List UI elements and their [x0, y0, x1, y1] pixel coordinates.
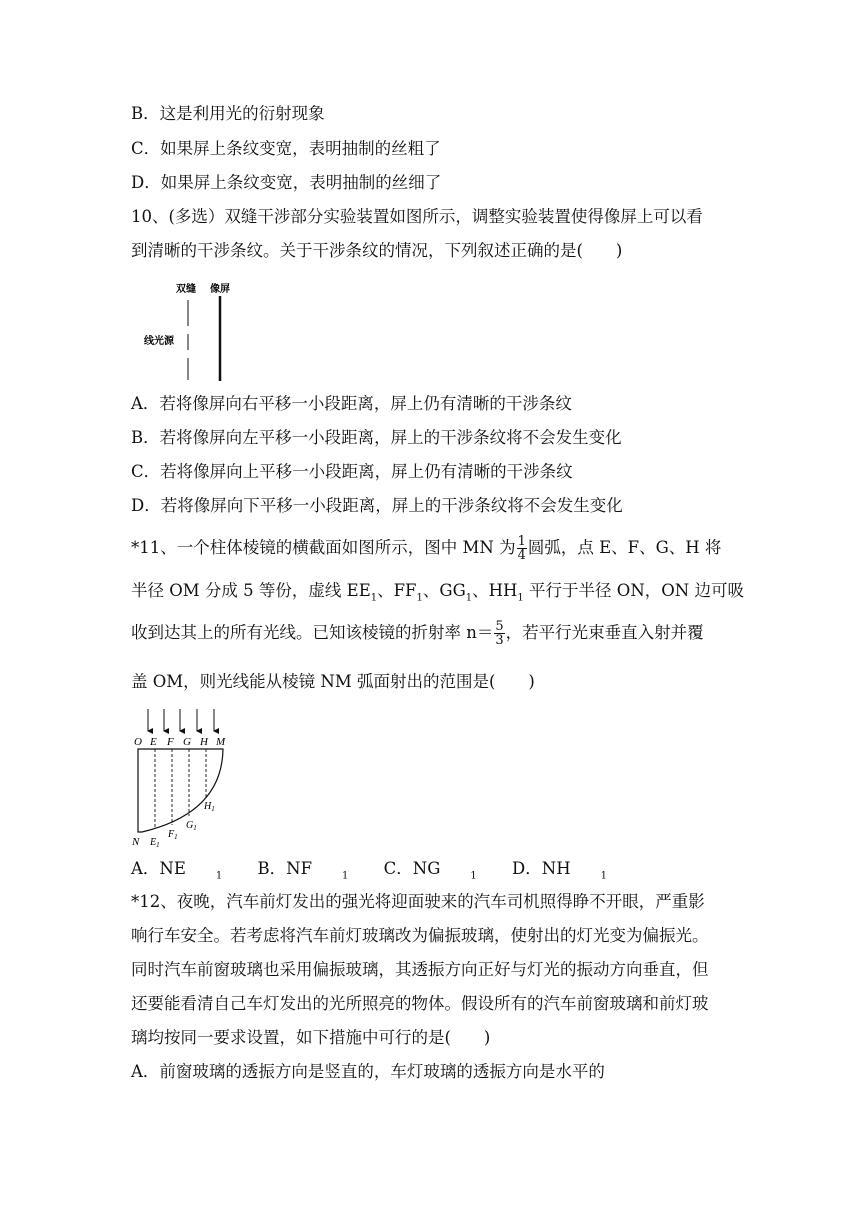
- q12-stem-line1: *12、夜晚，汽车前灯发出的强光将迎面驶来的汽车司机照得睁不开眼，严重影: [131, 892, 705, 911]
- double-slit-figure: [140, 278, 250, 386]
- q10-option-d: D．若将像屏向下平移一小段距离，屏上的干涉条纹将不会发生变化: [131, 496, 623, 515]
- q10-stem-line2: 到清晰的干涉条纹。关于干涉条纹的情况，下列叙述正确的是( ): [131, 241, 623, 260]
- fraction-denominator: 3: [495, 633, 504, 648]
- label-H1: $H_1$: [204, 801, 215, 813]
- q11-line2-part: 、GG: [422, 581, 466, 600]
- q11-option-c: C．NG $_1$: [383, 859, 477, 882]
- subscript: 1: [517, 592, 524, 604]
- q11-option-d: D．NH $_1$: [512, 859, 607, 882]
- label-M: M: [216, 736, 226, 748]
- q11-line1-pre: *11、一个柱体棱镜的横截面如图所示，图中 MN 为: [131, 538, 516, 557]
- q11-option-b: B．NF $_1$: [257, 859, 349, 882]
- label-G: G: [183, 736, 191, 748]
- q12-stem-line2: 响行车安全。若考虑将汽车前灯玻璃改为偏振玻璃，使射出的灯光变为偏振光。: [131, 926, 709, 945]
- q12-stem-line3: 同时汽车前窗玻璃也采用偏振玻璃，其透振方向正好与灯光的振动方向垂直，但: [131, 960, 709, 979]
- q11-line2-part: 、HH: [472, 581, 518, 600]
- label-H: H: [200, 736, 208, 748]
- fraction-one-quarter: [517, 535, 527, 562]
- q9-option-c: C．如果屏上条纹变宽，表明抽制的丝粗了: [131, 139, 441, 158]
- q9-option-d: D．如果屏上条纹变宽，表明抽制的丝细了: [131, 173, 442, 192]
- q11-line3-pre: 收到达其上的所有光线。已知该棱镜的折射率 n＝: [131, 623, 494, 642]
- q10-stem-line1: 10、(多选）双缝干涉部分实验装置如图所示，调整实验装置使得像屏上可以看: [131, 207, 703, 226]
- prism-figure: [128, 705, 240, 851]
- label-F1: $F_1$: [168, 829, 178, 841]
- label-E1: $E_1$: [150, 837, 160, 849]
- q11-line2-part: 、FF: [377, 581, 417, 600]
- q11-stem-line2: [131, 580, 744, 609]
- q9-option-b: B．这是利用光的衍射现象: [131, 104, 325, 123]
- q11-line2-part: 平行于半径 ON，ON 边可吸: [523, 581, 744, 600]
- fraction-five-thirds: [494, 620, 504, 647]
- q11-stem-line3: [131, 620, 704, 647]
- q10-option-b: B．若将像屏向左平移一小段距离，屏上的干涉条纹将不会发生变化: [131, 428, 622, 447]
- prism-outline: [138, 749, 223, 832]
- q11-stem-line1: [131, 535, 721, 562]
- fraction-numerator: 1: [517, 534, 526, 549]
- subscript: 1: [416, 592, 423, 604]
- subscript: 1: [370, 592, 378, 604]
- q10-option-a: A．若将像屏向右平移一小段距离，屏上仍有清晰的干涉条纹: [131, 394, 572, 413]
- label-N: N: [132, 836, 140, 848]
- label-line-source: 线光源: [144, 336, 174, 347]
- fraction-denominator: 4: [517, 548, 526, 563]
- q11-options: [131, 858, 637, 887]
- label-E: E: [150, 736, 157, 748]
- q11-line1-post: 圆弧，点 E、F、G、H 将: [527, 538, 722, 557]
- q12-stem-line5: 璃均按同一要求设置，如下措施中可行的是( ): [131, 1028, 491, 1047]
- q11-line2-part: 半径 OM 分成 5 等份，虚线 EE: [131, 581, 371, 600]
- label-screen: 像屏: [210, 284, 230, 295]
- label-O: O: [134, 736, 142, 748]
- q12-stem-line4: 还要能看清自己车灯发出的光所照亮的物体。假设所有的汽车前窗玻璃和前灯玻: [131, 994, 709, 1013]
- q12-option-a: A．前窗玻璃的透振方向是竖直的，车灯玻璃的透振方向是水平的: [131, 1062, 605, 1081]
- label-F: F: [167, 736, 174, 748]
- label-double-slit: 双缝: [176, 284, 196, 295]
- fraction-numerator: 5: [495, 619, 504, 634]
- q11-stem-line4: 盖 OM，则光线能从棱镜 NM 弧面射出的范围是( ): [131, 672, 535, 691]
- subscript: 1: [465, 592, 473, 604]
- q11-line3-post: ，若平行光束垂直入射并覆: [505, 623, 704, 642]
- q10-option-c: C．若将像屏向上平移一小段距离，屏上仍有清晰的干涉条纹: [131, 462, 573, 481]
- q11-option-a: A．NE $_1$: [131, 859, 223, 882]
- label-G1: $G_1$: [186, 820, 197, 832]
